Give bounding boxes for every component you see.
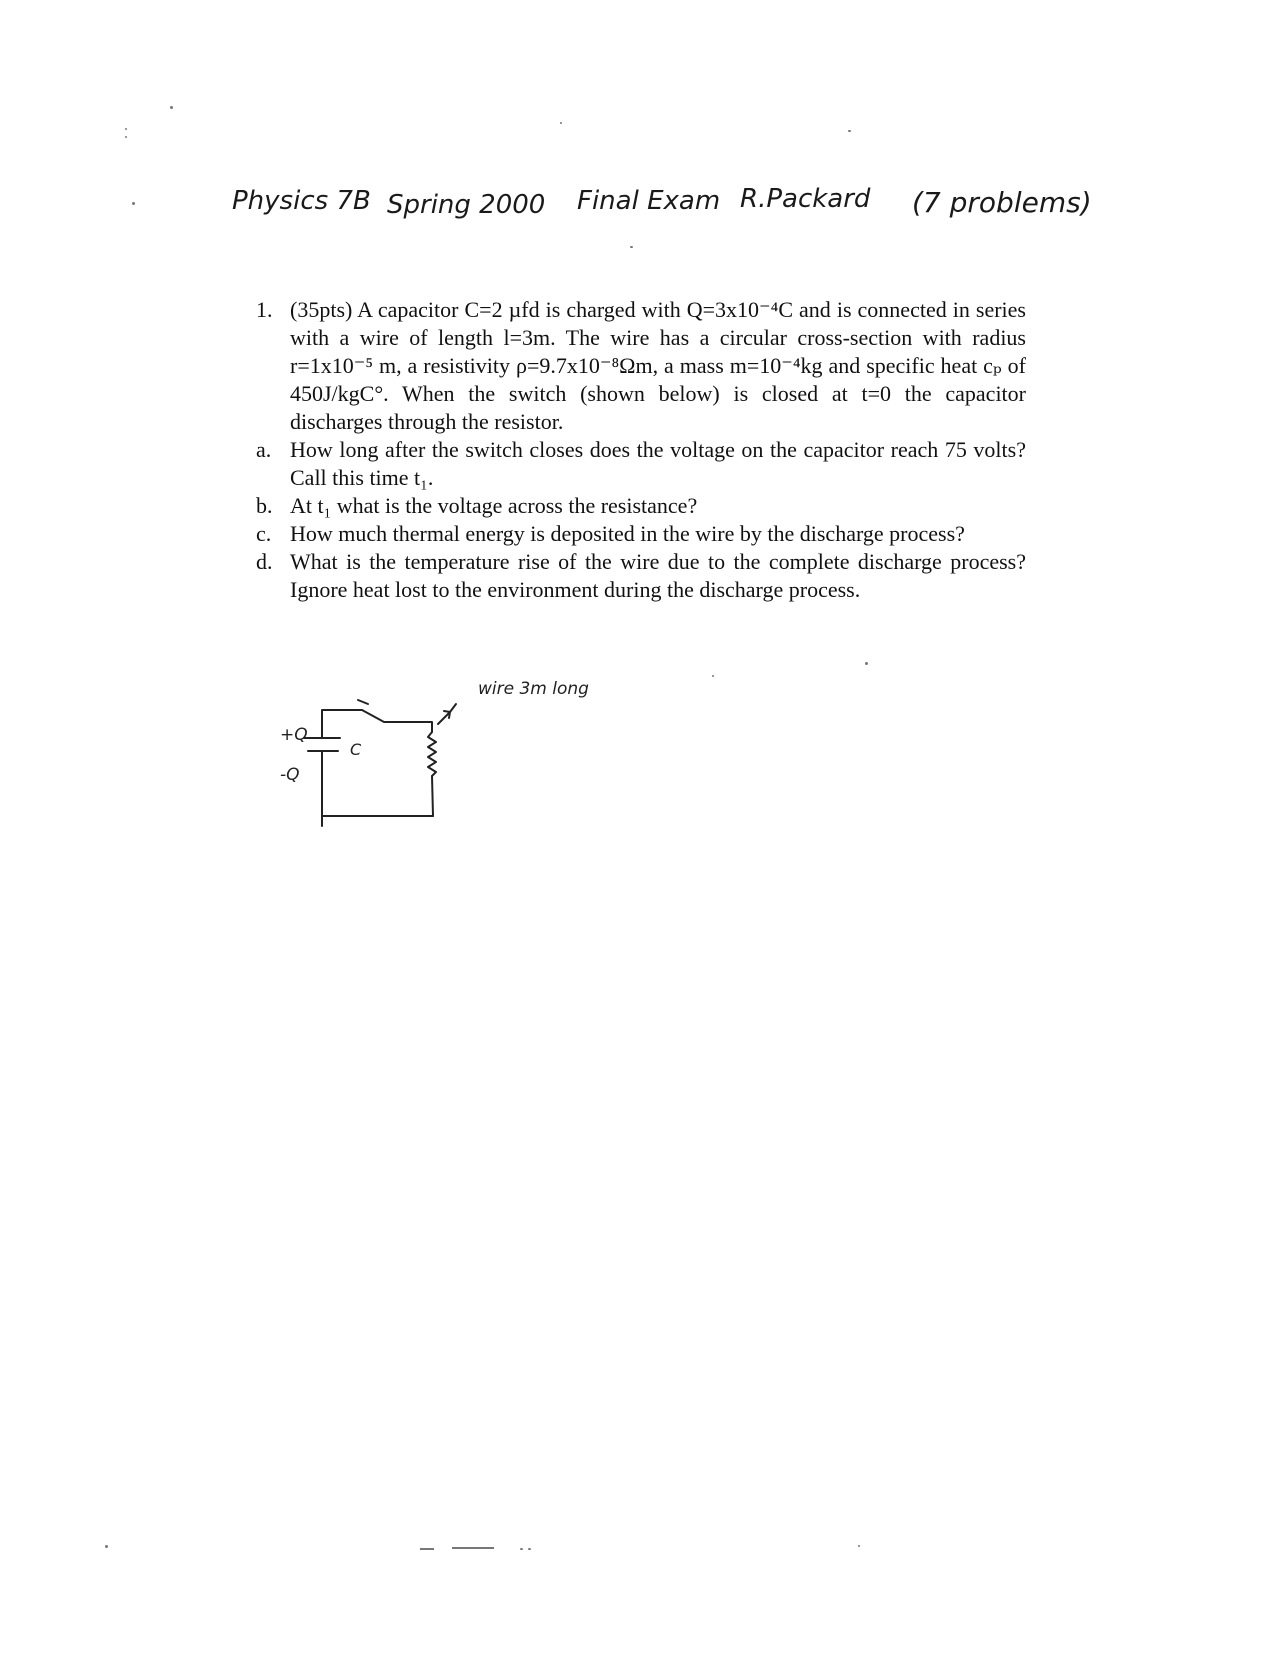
scan-speck: [520, 1548, 523, 1550]
scan-speck: [132, 202, 135, 205]
resistor-zigzag: [428, 732, 436, 776]
wire-annotation: wire 3m long: [478, 680, 589, 699]
problem-1: [256, 296, 1026, 604]
scan-speck: [712, 675, 714, 677]
problem-part: [256, 548, 1026, 604]
scan-speck: [420, 1548, 434, 1550]
part-text: How long after the switch closes does the voltage on the capacitor reach 75 volts? Call this time t₁.: [290, 437, 1026, 490]
scan-speck: [630, 246, 633, 248]
scan-speck: [105, 1545, 108, 1548]
switch-arm: [362, 710, 432, 732]
problem-statement: [256, 296, 1026, 436]
scan-speck: [865, 662, 868, 665]
wire-pointer-arrow: [438, 704, 456, 724]
scan-speck: [848, 130, 851, 132]
exam-term: Spring 2000: [387, 190, 546, 220]
exam-title: Final Exam: [577, 186, 721, 216]
circuit-diagram: [250, 680, 710, 830]
handwritten-header: [232, 180, 1092, 232]
problem-part: [256, 492, 1026, 520]
scan-speck: [858, 1545, 860, 1547]
scan-speck: [452, 1547, 494, 1549]
scan-speck: [125, 128, 127, 130]
capacitor-label: C: [350, 740, 362, 759]
scan-speck: [528, 1548, 531, 1550]
problem-number: 1.: [256, 297, 273, 322]
part-label: a.: [256, 437, 272, 462]
part-label: d.: [256, 549, 273, 574]
part-label: c.: [256, 521, 272, 546]
scan-speck: [125, 136, 127, 138]
part-label: b.: [256, 493, 273, 518]
problem-count: (7 problems): [912, 186, 1092, 219]
course-name: Physics 7B: [232, 186, 371, 216]
problem-intro: (35pts) A capacitor C=2 µfd is charged with Q=3x10⁻⁴C and is connected in series with a wire of length l=3m. The wire has a circular cross-section with radius r=1x10⁻⁵ m, a resistivity ρ=9.7x10⁻⁸Ωm, a mass m=10⁻⁴kg and specific heat cₚ of 450J/kgC°. When the switch (shown below) is closed at t=0 the capacitor discharges through the resistor.: [290, 297, 1026, 434]
part-text: What is the temperature rise of the wire due to the complete discharge process? Ignore heat lost to the environment during the discharge process.: [290, 549, 1026, 602]
bottom-wire: [322, 764, 433, 816]
right-wire: [432, 776, 433, 816]
part-text: At t₁ what is the voltage across the resistance?: [290, 493, 698, 518]
plus-q-label: +Q: [280, 725, 308, 745]
switch-contact: [358, 700, 368, 704]
scan-speck: [560, 122, 562, 124]
problem-part: [256, 436, 1026, 492]
problem-part: [256, 520, 1026, 548]
top-left-wire: [322, 710, 362, 734]
part-text: How much thermal energy is deposited in the wire by the discharge process?: [290, 521, 965, 546]
scan-speck: [170, 106, 173, 109]
exam-author: R.Packard: [740, 184, 871, 214]
minus-q-label: -Q: [280, 765, 300, 785]
